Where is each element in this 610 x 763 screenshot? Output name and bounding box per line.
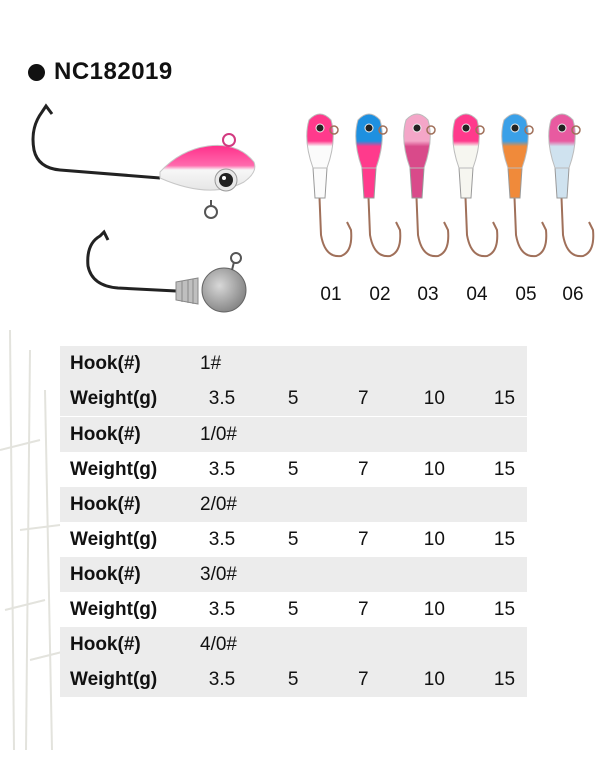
hook-label: Hook(#) bbox=[70, 633, 141, 655]
color-code-04: 04 bbox=[466, 284, 488, 305]
weight-value: 7 bbox=[357, 458, 369, 480]
weight-value: 3.5 bbox=[208, 668, 236, 690]
color-code-03: 03 bbox=[417, 284, 439, 305]
weight-value: 15 bbox=[493, 668, 516, 690]
weight-row-3 bbox=[60, 522, 527, 557]
weight-value: 10 bbox=[423, 598, 445, 620]
product-code: NC182019 bbox=[54, 58, 173, 85]
hook-row-3 bbox=[60, 487, 527, 522]
main-jig-lure bbox=[33, 106, 255, 218]
weight-row-5 bbox=[60, 662, 527, 697]
hook-size: 2/0# bbox=[200, 493, 237, 515]
color-code-02: 02 bbox=[369, 284, 391, 305]
weight-value: 7 bbox=[357, 528, 369, 550]
weight-value: 10 bbox=[423, 387, 445, 409]
hook-label: Hook(#) bbox=[70, 493, 141, 515]
weight-value: 7 bbox=[357, 668, 369, 690]
color-code-05: 05 bbox=[515, 284, 537, 305]
hook-label: Hook(#) bbox=[70, 352, 141, 374]
weight-value: 3.5 bbox=[208, 387, 236, 409]
weight-label: Weight(g) bbox=[70, 528, 158, 550]
weight-value: 15 bbox=[493, 528, 516, 550]
weight-value: 10 bbox=[423, 458, 445, 480]
lure-illustrations bbox=[0, 0, 610, 330]
weight-value: 5 bbox=[287, 598, 299, 620]
color-variant-05 bbox=[502, 114, 547, 256]
weight-value: 5 bbox=[287, 668, 299, 690]
weight-value: 15 bbox=[493, 458, 516, 480]
color-variant-02 bbox=[356, 114, 401, 256]
hook-row-5 bbox=[60, 627, 527, 662]
color-variant-01 bbox=[307, 114, 352, 256]
hook-row-2 bbox=[60, 417, 527, 452]
weight-value: 3.5 bbox=[208, 458, 236, 480]
hook-label: Hook(#) bbox=[70, 563, 141, 585]
hook-row-4 bbox=[60, 557, 527, 592]
weight-value: 3.5 bbox=[208, 598, 236, 620]
weight-label: Weight(g) bbox=[70, 668, 158, 690]
weight-value: 7 bbox=[357, 598, 369, 620]
weight-label: Weight(g) bbox=[70, 458, 158, 480]
lead-jig-lure bbox=[88, 232, 246, 312]
color-variant-03 bbox=[404, 114, 449, 256]
weight-row-2 bbox=[60, 452, 527, 487]
spec-table bbox=[60, 346, 527, 697]
hook-row-1 bbox=[60, 346, 527, 381]
hook-size: 3/0# bbox=[200, 563, 237, 585]
weight-value: 7 bbox=[357, 387, 369, 409]
color-variant-04 bbox=[453, 114, 498, 256]
color-code-01: 01 bbox=[320, 284, 342, 305]
weight-value: 3.5 bbox=[208, 528, 236, 550]
weight-value: 15 bbox=[493, 387, 516, 409]
weight-label: Weight(g) bbox=[70, 387, 158, 409]
weight-value: 10 bbox=[423, 528, 445, 550]
hook-size: 1# bbox=[200, 352, 222, 374]
color-code-06: 06 bbox=[562, 284, 584, 305]
weight-row-1 bbox=[60, 381, 527, 416]
weight-value: 15 bbox=[493, 598, 516, 620]
weight-label: Weight(g) bbox=[70, 598, 158, 620]
hook-label: Hook(#) bbox=[70, 423, 141, 445]
weight-row-4 bbox=[60, 592, 527, 627]
hook-size: 1/0# bbox=[200, 423, 237, 445]
weight-value: 5 bbox=[287, 528, 299, 550]
weight-value: 5 bbox=[287, 458, 299, 480]
color-variant-06 bbox=[549, 114, 594, 256]
weight-value: 10 bbox=[423, 668, 445, 690]
hook-size: 4/0# bbox=[200, 633, 237, 655]
weight-value: 5 bbox=[287, 387, 299, 409]
